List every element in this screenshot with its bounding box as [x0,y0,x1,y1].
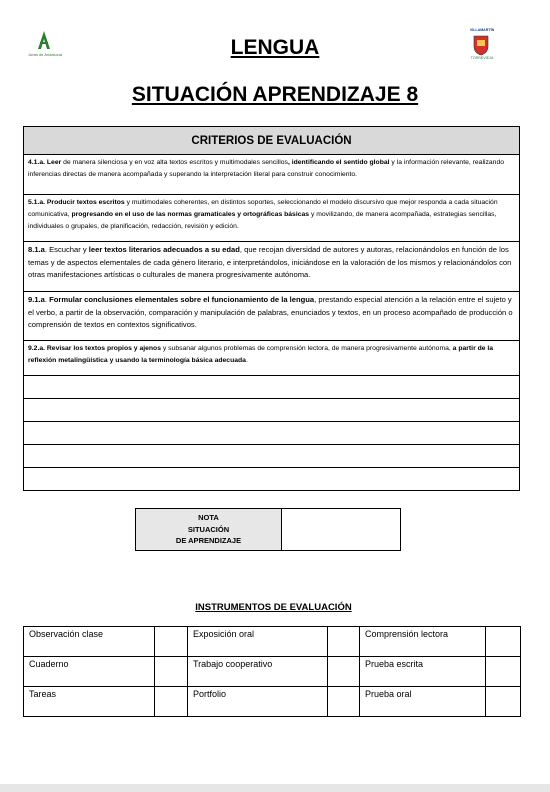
grade-label-line: DE APRENDIZAJE [175,536,242,546]
instrument-label: Exposición oral [188,627,328,657]
criteria-empty-row[interactable] [24,422,520,445]
instrument-label: Comprensión lectora [360,627,486,657]
criterion-bold-text: 9.2.a. Revisar los textos propios y ajenos [28,345,161,352]
instrument-checkbox[interactable] [328,657,360,687]
school-logo-bottom-text: TORREVIEJA [470,56,494,60]
criterion-9-1-a [24,292,520,341]
page-subtitle: SITUACIÓN APRENDIZAJE 8 [131,83,419,106]
instruments-row [24,627,521,657]
instrument-label: Prueba escrita [360,657,486,687]
page-title: LENGUA [230,36,320,59]
criterion-text: y subsanar algunos problemas de comprensión lectora, de manera progresivamente autónoma, [160,345,453,352]
instrument-label: Tareas [24,687,155,717]
grade-box [135,508,401,551]
junta-logo-caption: Junta de Andalucía [28,52,63,57]
grade-label [136,509,282,551]
criterion-5-1-a [24,195,520,242]
criterion-text: y la información relevante, realizando inferencias directas de manera acompañada y superando la interpretación literal para construir conocimiento. [28,159,505,178]
instruments-row [24,687,521,717]
criterion-text: , que recojan diversidad de autores y autoras, relacionándolos en función de los temas y de aspectos elementales de cada género literario, e interpretándolos, iniciándose en la valoración de los mismos y relacionándolos con otras manifestaciones artísticas o culturales de manera progresivamente autónoma. [28,245,512,279]
criterion-text: . [44,295,50,304]
criterion-bold-text: 8.1.a [28,245,45,254]
criterion-text: y movilizando, de manera acompañada, estrategias sencillas, individuales o grupales, de planificación, redacción, revisión y edición. [28,211,497,230]
instruments-row [24,657,521,687]
criterion-text: . Escuchar y [44,245,89,254]
criterion-9-2-a [24,341,520,376]
grade-label-line: NOTA [198,513,219,523]
criterion-bold-text: progresando en el uso de las normas gramaticales y ortográficas básicas [71,211,310,218]
instrument-label: Trabajo cooperativo [188,657,328,687]
criterion-text: de manera silenciosa y en voz alta textos escritos y multimodales sencillos [61,159,288,166]
criterion-bold-text: 9.1.a [28,295,45,304]
instrument-checkbox[interactable] [486,627,521,657]
grade-value-field[interactable] [282,509,401,551]
criterion-4-1-a [24,155,520,195]
criteria-empty-row[interactable] [24,468,520,491]
instrument-checkbox[interactable] [155,627,188,657]
criterion-bold-text: a partir de la reflexión metalingüística y usando la terminología básica adecuada [28,345,494,364]
grade-label-line: SITUACIÓN [187,524,230,534]
criterion-bold-text: Formular conclusiones elementales sobre el funcionamiento de la lengua [49,295,315,304]
instruments-table [23,626,521,717]
instrument-label: Observación clase [24,627,155,657]
criterion-bold-text: 5.1.a. Producir textos escritos [28,199,125,206]
instrument-checkbox[interactable] [486,687,521,717]
criterion-bold-text: , identificando el sentido global [287,159,390,166]
instrument-checkbox[interactable] [328,687,360,717]
criterion-8-1-a [24,242,520,292]
criterion-text: , prestando especial atención a la relación entre el sujeto y el verbo, a partir de la observación, comparación y manipulación de palabras, enunciados y textos, en un proceso acompañado de producción o comprensión de textos en contextos significativos. [28,295,513,329]
school-logo-top-text: VILLAMARTÍN [469,28,495,32]
criteria-heading: CRITERIOS DE EVALUACIÓN [24,127,520,155]
criterion-text: . [245,357,248,364]
instrument-label: Portfolio [188,687,328,717]
instrument-label: Prueba oral [360,687,486,717]
criteria-empty-row[interactable] [24,376,520,399]
instrument-checkbox[interactable] [328,627,360,657]
criterion-text: y multimodales coherentes, en distintos soportes, seleccionando el modelo discursivo que mejor responda a cada situación comunicativa, [28,199,498,218]
instrument-checkbox[interactable] [486,657,521,687]
instruments-title: INSTRUMENTOS DE EVALUACIÓN [195,602,352,613]
criteria-empty-row[interactable] [24,399,520,422]
instrument-checkbox[interactable] [155,657,188,687]
instrument-label: Cuaderno [24,657,155,687]
instrument-checkbox[interactable] [155,687,188,717]
criterion-bold-text: leer textos literarios adecuados a su edad [88,245,240,254]
page-bottom-strip [0,784,550,792]
criteria-empty-row[interactable] [24,445,520,468]
criterion-bold-text: 4.1.a. Leer [28,159,62,166]
criteria-table [23,126,520,491]
